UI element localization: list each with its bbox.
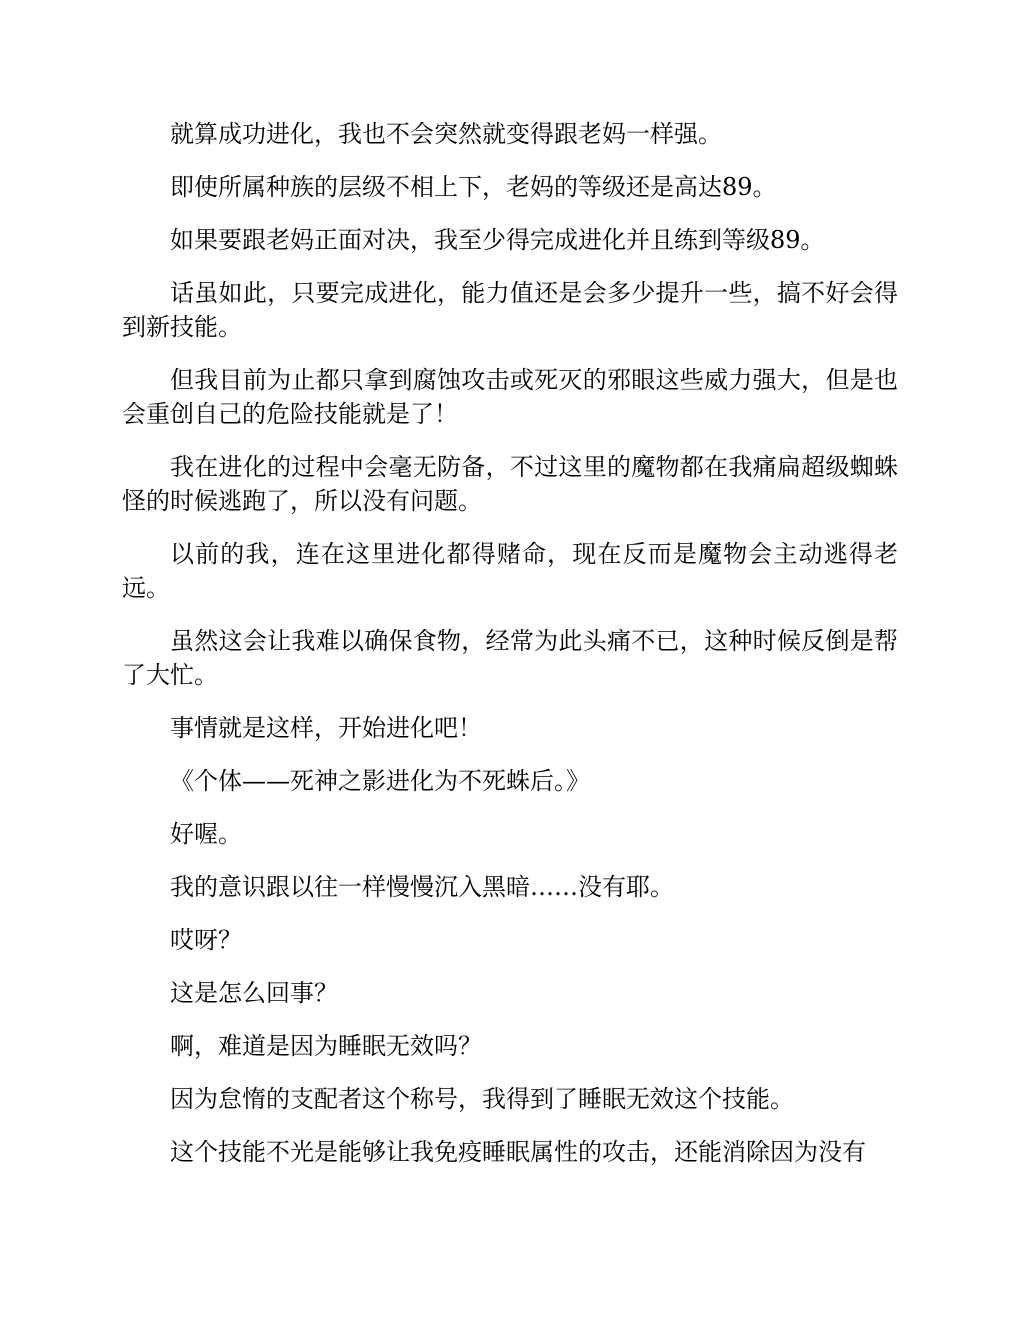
paragraph: 这个技能不光是能够让我免疫睡眠属性的攻击，还能消除因为没有: [170, 1138, 866, 1166]
paragraph: 《个体——死神之影进化为不死蛛后。》: [170, 767, 590, 795]
paragraph: 以前的我，连在这里进化都得赌命，现在反而是魔物会主动逃得老远。: [122, 540, 898, 602]
paragraph: 我的意识跟以往一样慢慢沉入黑暗……没有耶。: [170, 873, 674, 901]
paragraph: 就算成功进化，我也不会突然就变得跟老妈一样强。: [170, 120, 722, 148]
paragraph: 如果要跟老妈正面对决，我至少得完成进化并且练到等级89。: [170, 226, 825, 254]
paragraph: 这是怎么回事？: [170, 979, 338, 1007]
paragraph: 因为怠惰的支配者这个称号，我得到了睡眠无效这个技能。: [170, 1085, 794, 1113]
paragraph: 话虽如此，只要完成进化，能力值还是会多少提升一些，搞不好会得到新技能。: [122, 279, 898, 341]
paragraph: 好喔。: [170, 820, 242, 848]
paragraph: 但我目前为止都只拿到腐蚀攻击或死灭的邪眼这些威力强大，但是也会重创自己的危险技能就是了！: [122, 366, 898, 428]
paragraph: 虽然这会让我难以确保食物，经常为此头痛不已，这种时候反倒是帮了大忙。: [122, 627, 898, 689]
paragraph: 哎呀？: [170, 926, 242, 954]
paragraph: 我在进化的过程中会毫无防备，不过这里的魔物都在我痛扁超级蜘蛛怪的时候逃跑了，所以没有问题。: [122, 453, 898, 515]
document-page: [122, 117, 898, 1188]
paragraph: 即使所属种族的层级不相上下，老妈的等级还是高达89。: [170, 173, 777, 201]
paragraph: 事情就是这样，开始进化吧！: [170, 714, 482, 742]
paragraph: 啊，难道是因为睡眠无效吗？: [170, 1032, 482, 1060]
